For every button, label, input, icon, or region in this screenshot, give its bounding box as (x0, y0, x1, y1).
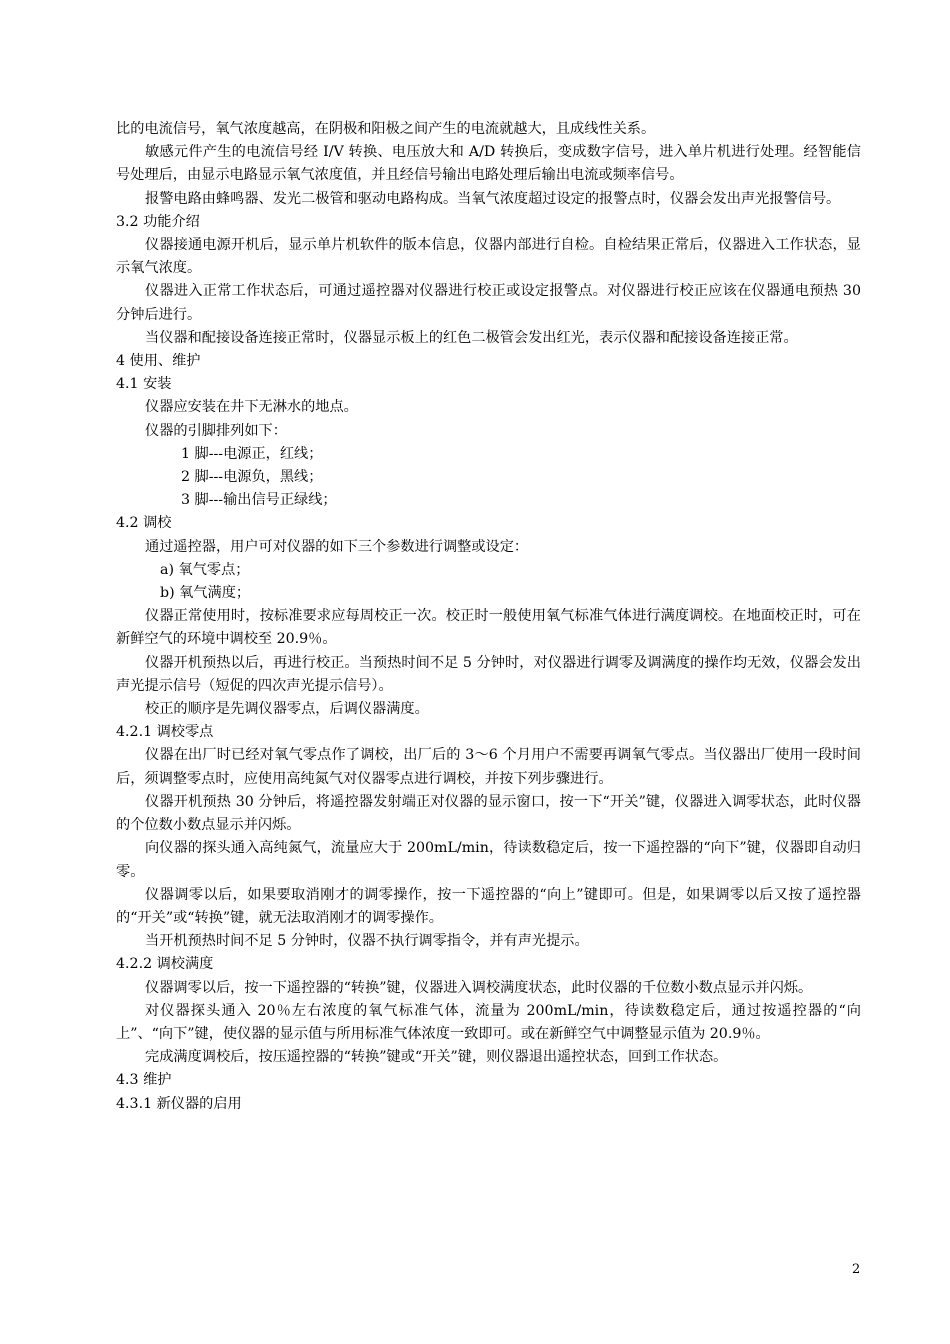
paragraph: 当开机预热时间不足 5 分钟时，仪器不执行调零指令，并有声光提示。 (145, 933, 589, 950)
page-number: 2 (852, 1262, 861, 1277)
section-heading: 3.2 功能介绍 (116, 213, 200, 230)
section-heading: 4.2.2 调校满度 (116, 956, 214, 973)
paragraph: 仪器开机预热以后，再进行校正。当预热时间不足 5 分钟时，对仪器进行调零及调满度的操作均无效，仪器会发出声光提示信号（短促的四次声光提示信号）。 (116, 654, 861, 694)
paragraph: a) 氧气零点； (160, 561, 250, 578)
paragraph: 仪器正常使用时，按标准要求应每周校正一次。校正时一般使用氧气标准气体进行满度调校。在地面校正时，可在新鲜空气的环境中调校至 20.9％。 (116, 608, 861, 648)
section-heading: 4.2.1 调校零点 (116, 724, 214, 741)
section-heading: 4.1 安装 (116, 376, 172, 393)
paragraph: 完成满度调校后，按压遥控器的“转换”键或“开关”键，则仪器退出遥控状态，回到工作状态。 (145, 1049, 728, 1066)
paragraph: 仪器开机预热 30 分钟后，将遥控器发射端正对仪器的显示窗口，按一下“开关”键，仪器进入调零状态，此时仪器的个位数小数点显示并闪烁。 (116, 793, 861, 834)
section-heading: 4.2 调校 (116, 515, 172, 532)
paragraph: 1 脚---电源正，红线； (181, 445, 323, 462)
paragraph: 通过遥控器，用户可对仪器的如下三个参数进行调整或设定： (145, 538, 529, 555)
paragraph: 报警电路由蜂鸣器、发光二极管和驱动电路构成。当氧气浓度超过设定的报警点时，仪器会发出声光报警信号。 (145, 190, 841, 207)
paragraph: 向仪器的探头通入高纯氮气，流量应大于 200mL/min，待读数稳定后，按一下遥控器的“向下”键，仪器即自动归零。 (116, 840, 861, 880)
section-heading: 4 使用、维护 (116, 353, 201, 370)
paragraph: 仪器接通电源开机后，显示单片机软件的版本信息，仪器内部进行自检。自检结果正常后，仪器进入工作状态，显示氧气浓度。 (116, 237, 861, 277)
paragraph: 当仪器和配接设备连接正常时，仪器显示板上的红色二极管会发出红光，表示仪器和配接设备连接正常。 (145, 329, 798, 346)
paragraph: 仪器的引脚排列如下： (145, 422, 287, 439)
paragraph: b) 氧气满度； (160, 585, 251, 602)
paragraph: 仪器在出厂时已经对氧气零点作了调校，出厂后的 3～6 个月用户不需要再调氧气零点。当仪器出厂使用一段时间后，须调整零点时，应使用高纯氮气对仪器零点进行调校，并按下列步骤进行。 (116, 747, 861, 787)
section-heading: 4.3 维护 (116, 1072, 172, 1089)
paragraph: 仪器调零以后，如果要取消刚才的调零操作，按一下遥控器的“向上”键即可。但是，如果调零以后又按了遥控器的“开关”或“转换”键，就无法取消刚才的调零操作。 (116, 886, 861, 926)
paragraph: 比的电流信号，氧气浓度越高，在阴极和阳极之间产生的电流就越大，且成线性关系。 (116, 121, 656, 137)
paragraph: 仪器进入正常工作状态后，可通过遥控器对仪器进行校正或设定报警点。对仪器进行校正应该在仪器通电预热 30 分钟后进行。 (116, 283, 861, 323)
paragraph: 2 脚---电源负，黑线； (181, 469, 323, 486)
paragraph: 仪器调零以后，按一下遥控器的“转换”键，仪器进入调校满度状态，此时仪器的千位数小数点显示并闪烁。 (145, 979, 813, 996)
paragraph: 3 脚---输出信号正绿线； (181, 492, 337, 509)
document-body (116, 118, 861, 1116)
paragraph: 仪器应安装在井下无淋水的地点。 (145, 399, 358, 416)
paragraph: 对仪器探头通入 20％左右浓度的氧气标准气体，流量为 200mL/min，待读数稳定后，通过按遥控器的“向上”、“向下”键，使仪器的显示值与所用标准气体浓度一致即可。或在新鲜空气中调整显示值为 20.9％。 (116, 1002, 861, 1042)
section-heading: 4.3.1 新仪器的启用 (116, 1095, 242, 1112)
paragraph: 敏感元件产生的电流信号经 I/V 转换、电压放大和 A/D 转换后，变成数字信号，进入单片机进行处理。经智能信号处理后，由显示电路显示氧气浓度值，并且经信号输出电路处理后输出电流或频率信号。 (116, 144, 861, 184)
paragraph: 校正的顺序是先调仪器零点，后调仪器满度。 (145, 701, 429, 718)
